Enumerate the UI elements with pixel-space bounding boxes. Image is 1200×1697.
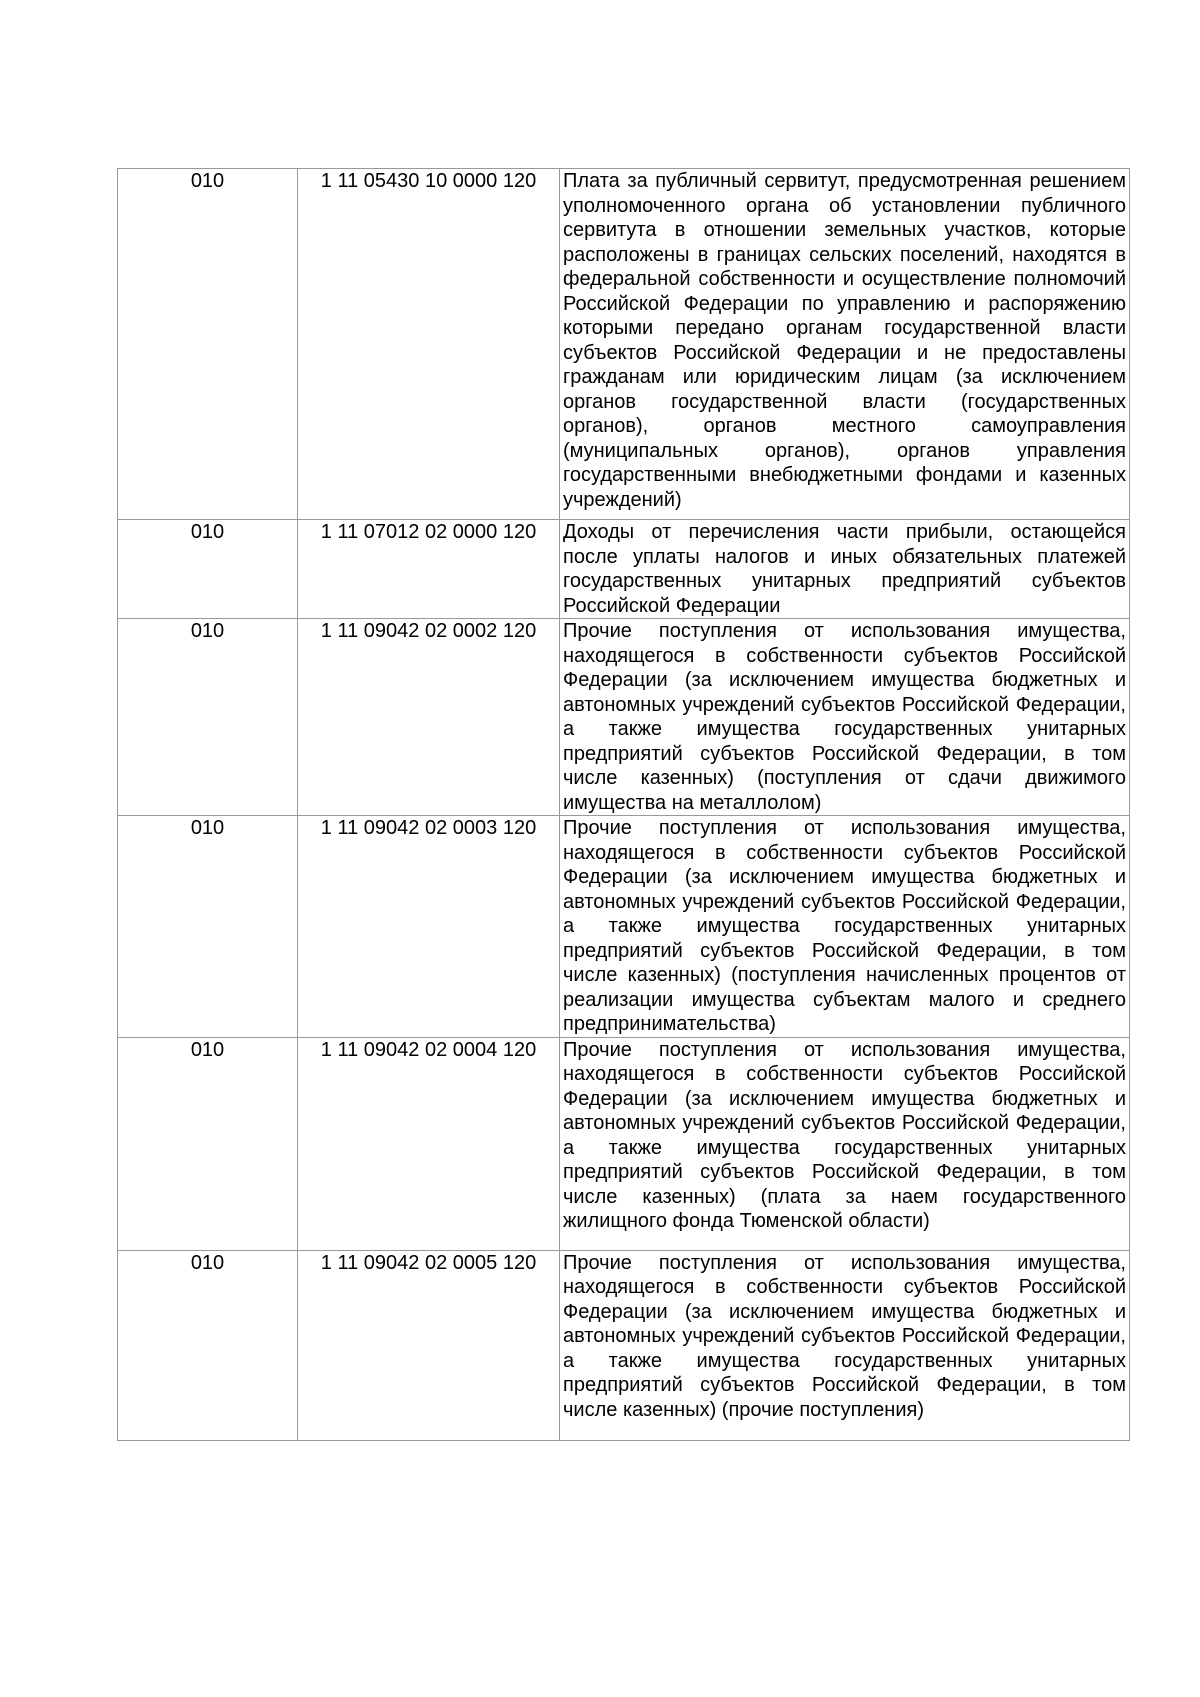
budget-code-cell: 1 11 07012 02 0000 120 [298, 520, 560, 619]
table-row [118, 1250, 1130, 1440]
revenue-name-cell [560, 1037, 1130, 1250]
table-row [118, 169, 1130, 520]
table-row [118, 520, 1130, 619]
budget-code-cell: 1 11 05430 10 0000 120 [298, 169, 560, 520]
revenue-name-text: Прочие поступления от использования имущества, находящегося в собственности субъектов Российской Федерации (за исключением имущества бюджетных и автономных учреждений субъектов Российской Федерации, а также имущества государственных унитарных предприятий субъектов Российской Федерации, в том числе казенных) (поступления начисленных процентов от реализации имущества субъектам малого и среднего предпринимательства) [563, 817, 1126, 1035]
revenue-name-cell [560, 816, 1130, 1038]
admin-code-cell: 010 [118, 1250, 298, 1440]
revenue-name-text: Доходы от перечисления части прибыли, остающейся после уплаты налогов и иных обязательных платежей государственных унитарных предприятий субъектов Российской Федерации [563, 521, 1126, 617]
table-row [118, 1037, 1130, 1250]
revenue-name-text: Прочие поступления от использования имущества, находящегося в собственности субъектов Российской Федерации (за исключением имущества бюджетных и автономных учреждений субъектов Российской Федерации, а также имущества государственных унитарных предприятий субъектов Российской Федерации, в том числе казенных) (прочие поступления) [563, 1251, 1126, 1421]
table-row [118, 816, 1130, 1038]
revenue-name-text: Плата за публичный сервитут, предусмотренная решением уполномоченного органа об установлении публичного сервитута в отношении земельных участков, которые расположены в границах сельских поселений, находятся в федеральной собственности и осуществление полномочий Российской Федерации по управлению и распоряжению которыми передано органам государственной власти субъектов Российской Федерации и не предоставлены гражданам или юридическим лицам (за исключением органов государственной власти (государственных органов), органов местного самоуправления (муниципальных органов), органов управления государственными внебюджетными фондами и казенных учреждений) [563, 170, 1126, 511]
budget-code-cell: 1 11 09042 02 0004 120 [298, 1037, 560, 1250]
revenue-name-text: Прочие поступления от использования имущества, находящегося в собственности субъектов Российской Федерации (за исключением имущества бюджетных и автономных учреждений субъектов Российской Федерации, а также имущества государственных унитарных предприятий субъектов Российской Федерации, в том числе казенных) (плата за наем государственного жилищного фонда Тюменской области) [563, 1038, 1126, 1232]
revenue-name-cell [560, 619, 1130, 816]
table-row [118, 619, 1130, 816]
budget-code-cell: 1 11 09042 02 0005 120 [298, 1250, 560, 1440]
revenue-codes-table [117, 168, 1130, 1441]
admin-code-cell: 010 [118, 1037, 298, 1250]
budget-code-cell: 1 11 09042 02 0003 120 [298, 816, 560, 1038]
admin-code-cell: 010 [118, 520, 298, 619]
revenue-name-text: Прочие поступления от использования имущества, находящегося в собственности субъектов Российской Федерации (за исключением имущества бюджетных и автономных учреждений субъектов Российской Федерации, а также имущества государственных унитарных предприятий субъектов Российской Федерации, в том числе казенных) (поступления от сдачи движимого имущества на металлолом) [563, 620, 1126, 814]
revenue-name-cell [560, 169, 1130, 520]
admin-code-cell: 010 [118, 619, 298, 816]
revenue-name-cell [560, 1250, 1130, 1440]
budget-code-cell: 1 11 09042 02 0002 120 [298, 619, 560, 816]
revenue-name-cell [560, 520, 1130, 619]
admin-code-cell: 010 [118, 169, 298, 520]
admin-code-cell: 010 [118, 816, 298, 1038]
